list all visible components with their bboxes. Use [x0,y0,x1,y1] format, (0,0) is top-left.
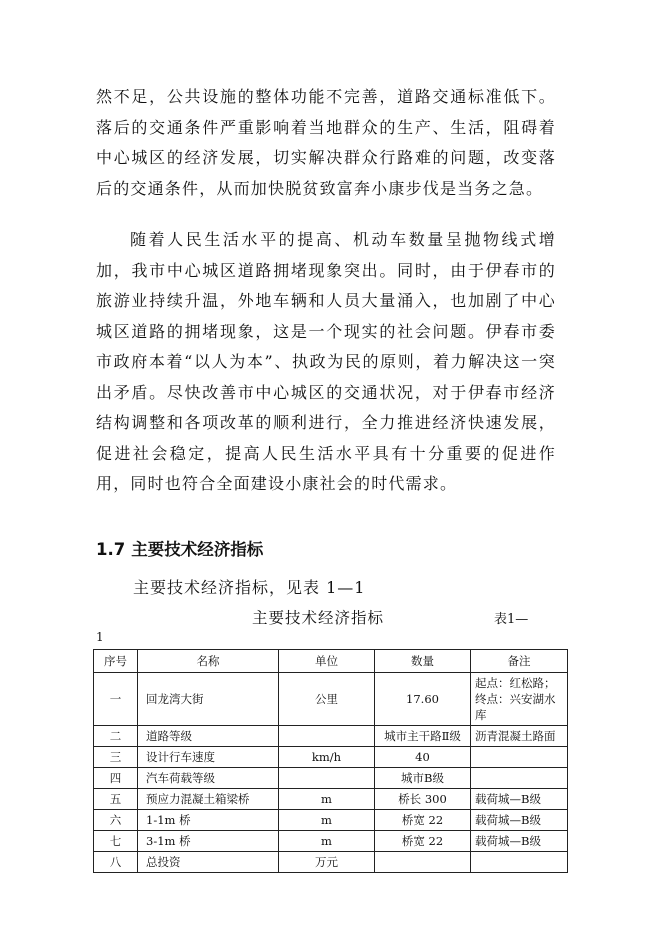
table-row [94,852,568,873]
cell-note: 载荷城—B级 [471,810,568,831]
cell-name: 回龙湾大街 [138,673,279,726]
cell-unit [279,768,375,789]
header-unit: 单位 [279,650,375,673]
cell-name: 3-1m 桥 [138,831,279,852]
cell-no: 三 [94,747,138,768]
cell-note: 起点：红松路；终点：兴安湖水库 [471,673,568,726]
cell-name: 1-1m 桥 [138,810,279,831]
table-row [94,673,568,726]
paragraph-2-rest: 我市中心城区道路拥堵现象突出。同时，由于伊春市的旅游业持续升温，外地车辆和人员大量涌入，也加剧了中心城区道路的拥堵现象，这是一个现实的社会问题。伊春市委市政府本着“以人为本”、执政为民的原则，着力解决这一突出矛盾。尽快改善市中心城区的交通状况，对于伊春市经济结构调整和各项改革的顺利进行，全力推进经济快速发展，促进社会稳定，提高人民生活水平具有十分重要的促进作用，同时也符合全面建设小康社会的时代需求。 [96,260,556,493]
table-caption: 主要技术经济指标 [252,609,385,627]
cell-qty: 桥宽 22 [375,831,471,852]
cell-note: 载荷城—B级 [471,789,568,810]
cell-unit: m [279,789,375,810]
header-qty: 数量 [375,650,471,673]
cell-unit: 万元 [279,852,375,873]
section-intro: 主要技术经济指标，见表 1—1 [133,578,366,597]
cell-no: 四 [94,768,138,789]
cell-no: 一 [94,673,138,726]
cell-no: 八 [94,852,138,873]
cell-note: 载荷城—B级 [471,831,568,852]
table-header-row [94,650,568,673]
cell-qty: 城市主干路Ⅱ级 [375,726,471,747]
header-no: 序号 [94,650,138,673]
cell-qty [375,852,471,873]
cell-unit: m [279,810,375,831]
cell-qty: 17.60 [375,673,471,726]
table-row [94,789,568,810]
cell-note [471,768,568,789]
cell-name: 设计行车速度 [138,747,279,768]
paragraph-2 [96,225,556,500]
cell-note [471,852,568,873]
cell-name: 总投资 [138,852,279,873]
table-number: 表1— [494,612,529,627]
cell-no: 七 [94,831,138,852]
cell-no: 二 [94,726,138,747]
section-heading [96,536,263,560]
section-number: 1.7 [96,540,126,559]
table-row [94,810,568,831]
cell-unit: km/h [279,747,375,768]
table-number-wrap: 1 [96,630,104,644]
cell-unit: m [279,831,375,852]
table-row [94,768,568,789]
paragraph-2-first-line: 随着人民生活水平的提高、机动车数量呈抛物线式增加， [96,230,556,280]
header-note: 备注 [471,650,568,673]
cell-note: 沥青混凝土路面 [471,726,568,747]
table-row [94,747,568,768]
cell-no: 五 [94,789,138,810]
cell-qty: 40 [375,747,471,768]
cell-name: 预应力混凝土箱梁桥 [138,789,279,810]
table-row [94,831,568,852]
cell-no: 六 [94,810,138,831]
cell-note [471,747,568,768]
cell-qty: 城市B级 [375,768,471,789]
table-row [94,726,568,747]
cell-name: 汽车荷载等级 [138,768,279,789]
cell-unit: 公里 [279,673,375,726]
tech-econ-table [93,649,568,873]
paragraph-1: 然不足，公共设施的整体功能不完善，道路交通标准低下。落后的交通条件严重影响着当地群众的生产、生活，阻碍着中心城区的经济发展，切实解决群众行路难的问题，改变落后的交通条件，从而加快脱贫致富奔小康步伐是当务之急。 [96,87,556,198]
header-name: 名称 [138,650,279,673]
section-title: 主要技术经济指标 [131,540,264,559]
cell-qty: 桥长 300 [375,789,471,810]
cell-unit [279,726,375,747]
cell-qty: 桥宽 22 [375,810,471,831]
cell-name: 道路等级 [138,726,279,747]
